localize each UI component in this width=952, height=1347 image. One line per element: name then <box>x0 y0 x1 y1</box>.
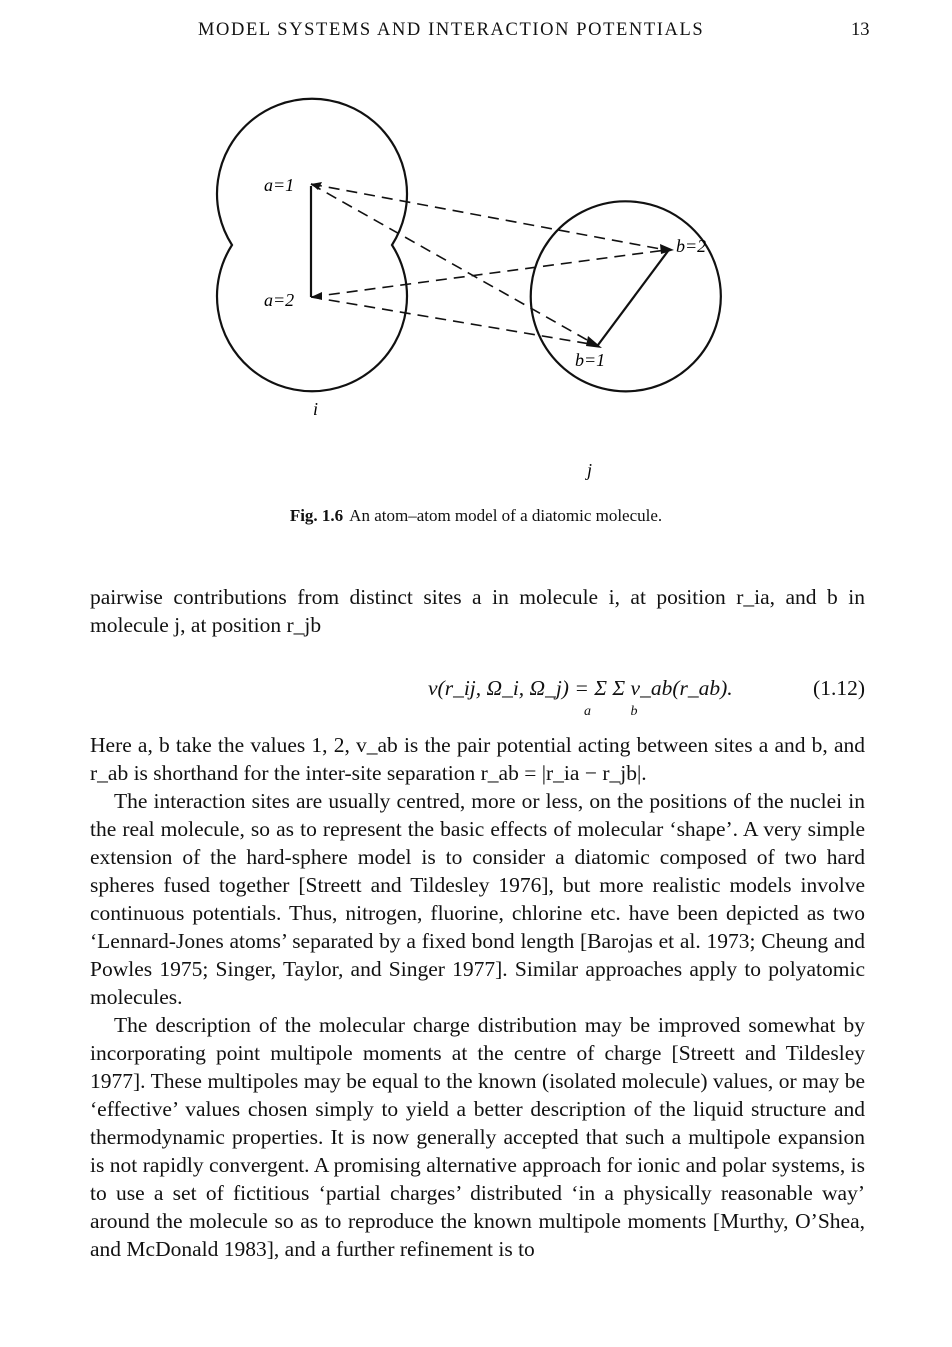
equation-expression: v(r_ij, Ω_i, Ω_j) = Σ Σ v_ab(r_ab). <box>428 676 733 700</box>
main-text <box>90 731 865 1263</box>
separation-a2-b2 <box>311 250 666 297</box>
label-molecule-i: i <box>313 399 319 419</box>
intro-paragraph <box>90 583 865 639</box>
page-number: 13 <box>851 20 870 40</box>
running-head <box>0 20 952 44</box>
figure-caption-text: An atom–atom model of a diatomic molecule. <box>349 506 663 525</box>
paragraph-charge-distribution: The description of the molecular charge distribution may be improved somewhat by incorporating point multipole moments at the centre of charge [Streett and Tildesley 1977]. These multipoles may be equal to the known (isolated molecule) values, or may be ‘effective’ values chosen simply to yield a better description of the liquid structure and thermodynamic properties. It is now generally accepted that such a multipole expansion is not rapidly convergent. A promising alternative approach for ionic and polar systems, is to use a set of fictitious ‘partial charges’ distributed ‘in a physically reasonable way’ around the molecule so as to reproduce the known multipole moments [Murthy, O’Shea, and McDonald 1983], and a further refinement is to <box>90 1013 865 1261</box>
atom-atom-figure <box>0 60 952 500</box>
label-b1: b=1 <box>575 350 606 370</box>
label-a1: a=1 <box>264 175 295 195</box>
paragraph-sites: Here a, b take the values 1, 2, v_ab is the pair potential acting between sites a and b, and r_ab is shorthand for the inter-site separation r_ab = |r_ia − r_jb|. <box>90 733 865 785</box>
bond-j <box>598 251 668 345</box>
figure-caption-number: Fig. 1.6 <box>289 506 344 525</box>
equation-sum-indices: a b <box>584 704 656 719</box>
label-a2: a=2 <box>264 290 295 310</box>
label-b2: b=2 <box>676 236 707 256</box>
running-title: MODEL SYSTEMS AND INTERACTION POTENTIALS <box>198 20 705 40</box>
figure-caption <box>0 506 952 526</box>
equation-1-12 <box>90 676 865 722</box>
intro-text: pairwise contributions from distinct sites a in molecule i, at position r_ia, and b in molecule j, at position r_jb <box>90 585 865 637</box>
paragraph-interaction-sites: The interaction sites are usually centred, more or less, on the positions of the nuclei in the real molecule, so as to represent the basic effects of molecular ‘shape’. A very simple extension of the hard-sphere model is to consider a diatomic composed of two hard spheres fused together [Streett and Tildesley 1976], but more realistic models involve continuous potentials. Thus, nitrogen, fluorine, chlorine etc. have been depicted as two ‘Lennard-Jones atoms’ separated by a fixed bond length [Barojas et al. 1973; Cheung and Powles 1975; Singer, Taylor, and Singer 1977]. Similar approaches apply to polyatomic molecules. <box>90 789 865 1009</box>
label-molecule-j: j <box>587 460 593 480</box>
separation-a1-b2 <box>311 184 666 250</box>
equation-number: (1.12) <box>813 676 865 700</box>
